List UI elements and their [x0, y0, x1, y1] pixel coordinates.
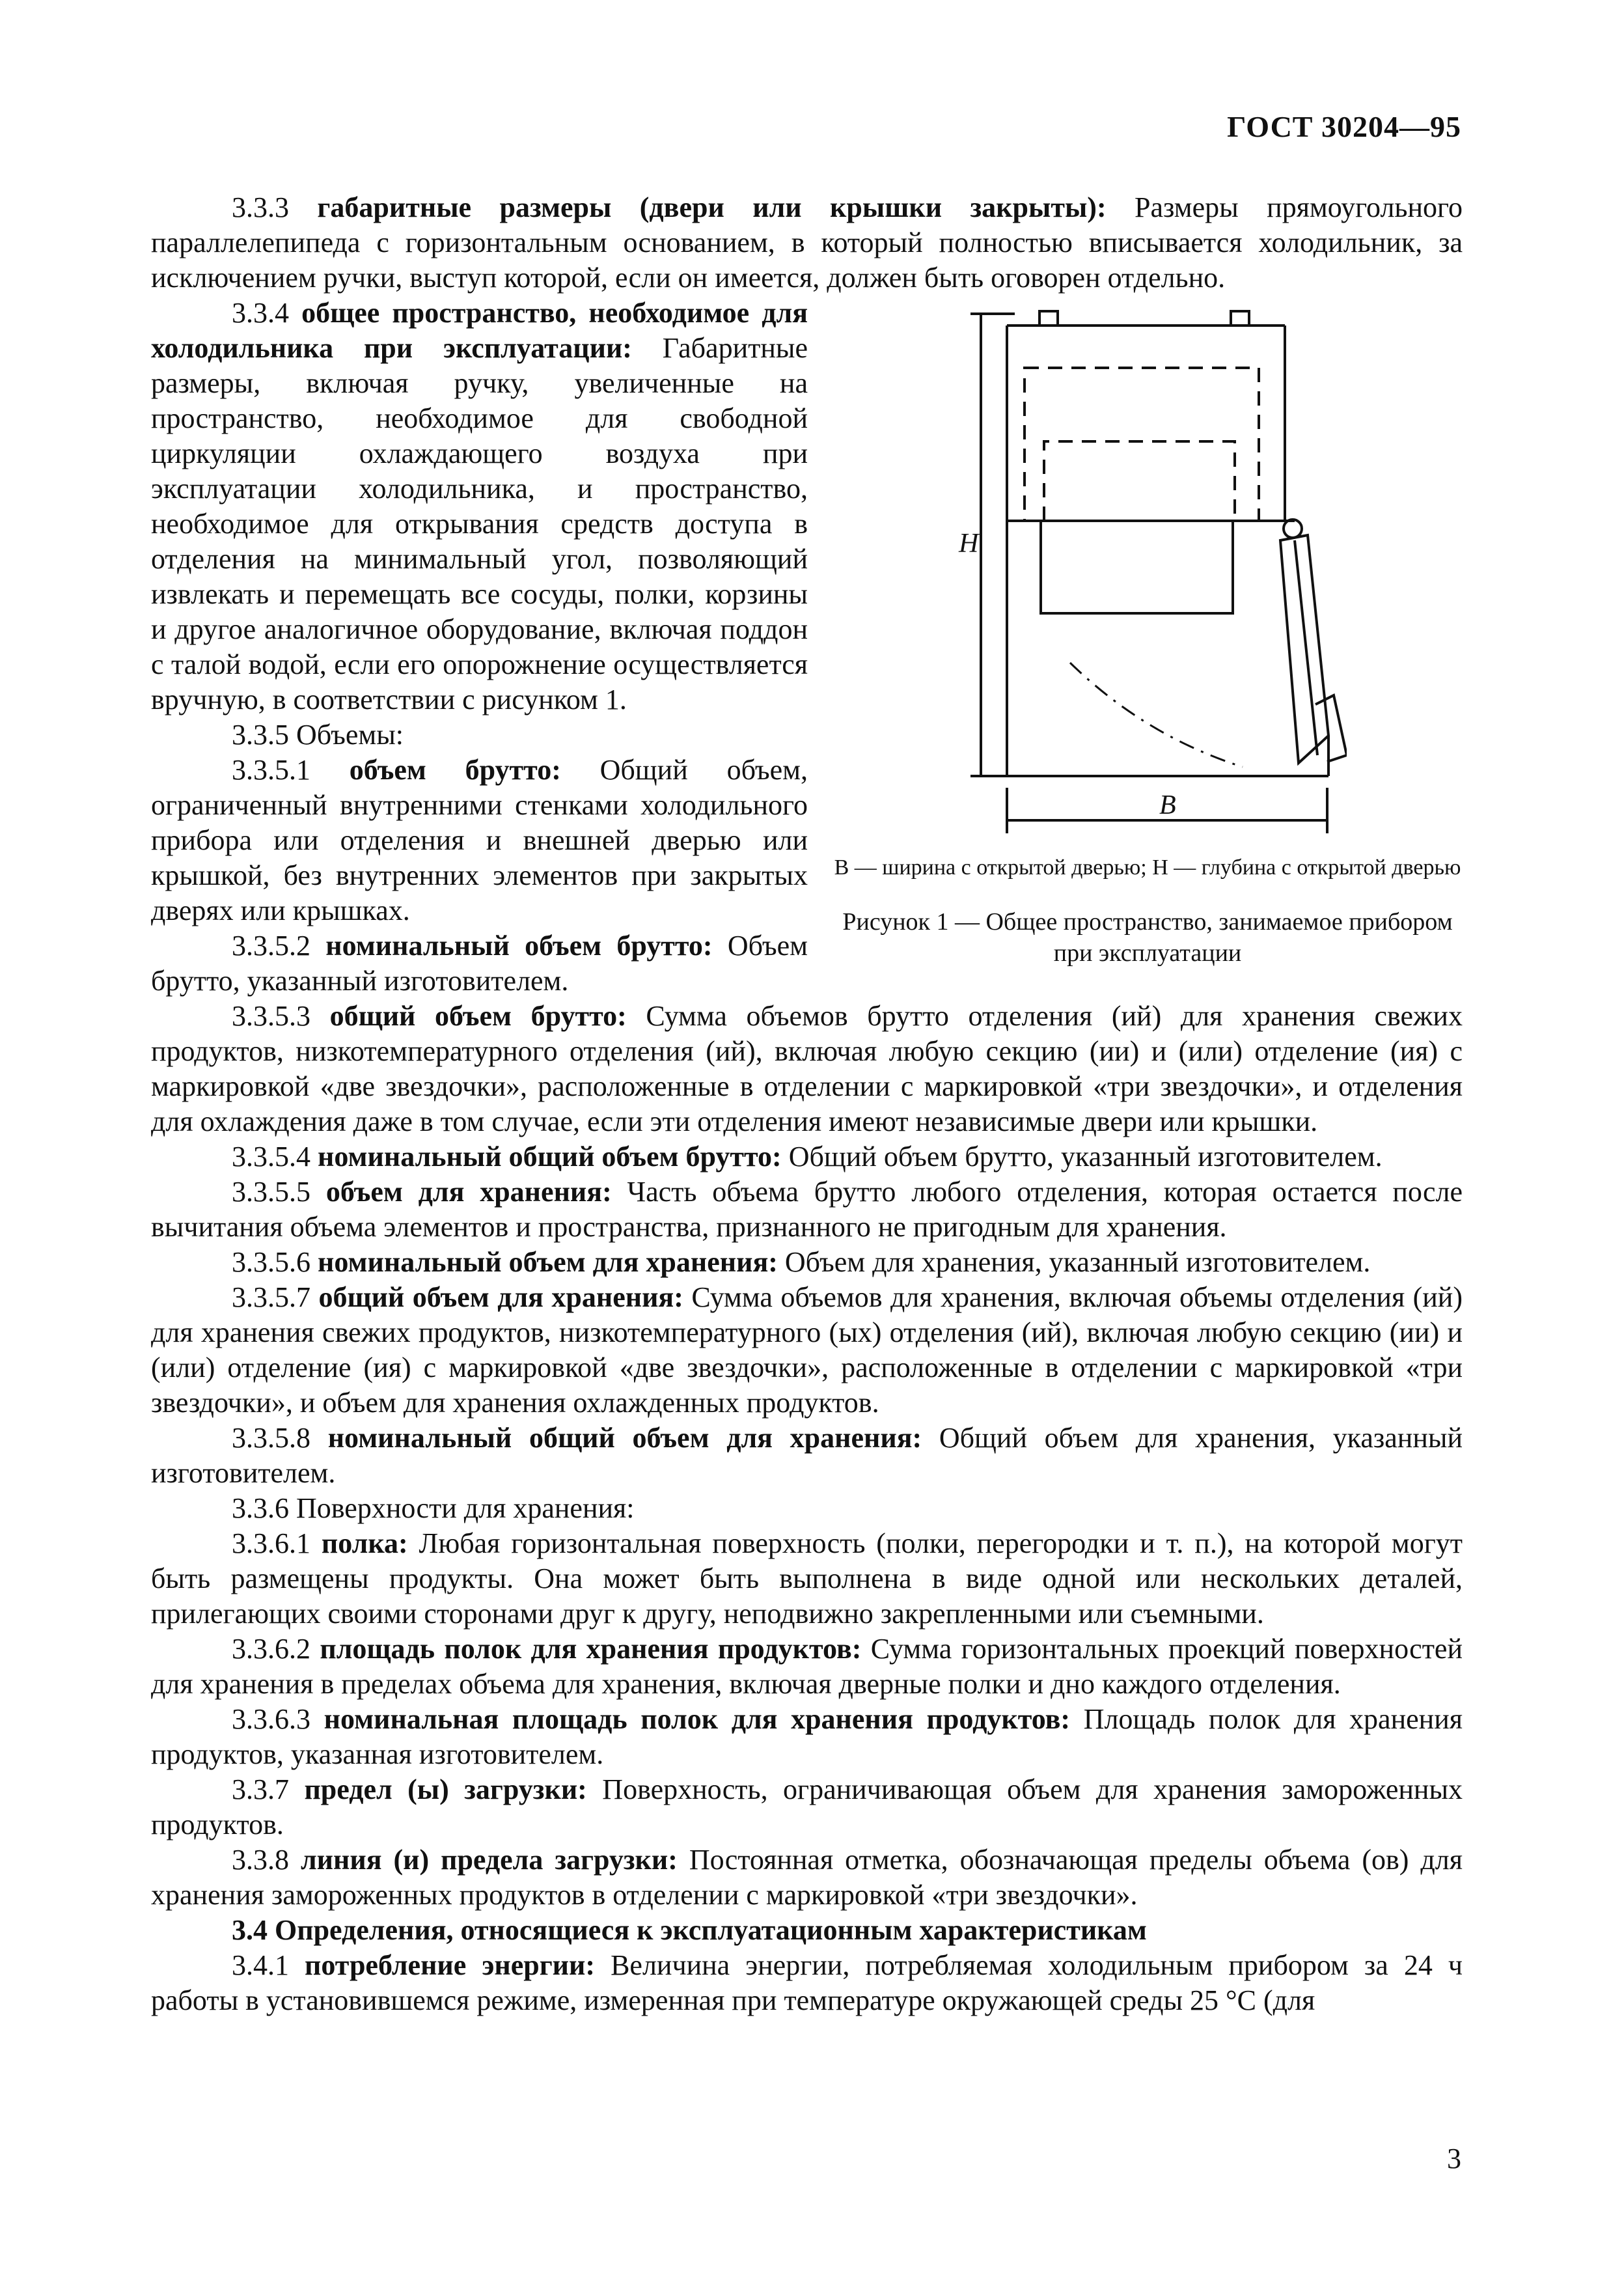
clause-number: 3.3.3	[232, 191, 289, 223]
definition-text: Постоянная отметка, обозначающая пределы объема (ов) для хранения замороженных продуктов в отделении с маркировкой «три звездочки».	[151, 1844, 1463, 1911]
paragraph-3-3-8	[151, 1842, 1463, 1913]
label-H: H	[959, 529, 979, 559]
paragraph-3-3-5-8	[151, 1421, 1463, 1491]
clause-number: 3.3.6.3	[232, 1703, 310, 1735]
term: номинальная площадь полок для хранения продуктов:	[323, 1703, 1071, 1735]
clause-number: 3.3.5	[232, 719, 289, 751]
paragraph-3-3-6-1	[151, 1526, 1463, 1631]
clause-number: 3.3.4	[232, 297, 289, 329]
definition-text: Общий объем для хранения, указанный изготовителем.	[151, 1422, 1463, 1489]
clause-number: 3.3.5.5	[232, 1176, 310, 1208]
term: полка:	[321, 1527, 408, 1559]
term: общий объем брутто:	[329, 1000, 627, 1032]
definition-text: Сумма объемов брутто отделения (ий) для хранения свежих продуктов, низкотемпературного отделения (ий), включая любую секцию (ии) и (или) отделение (ия) с маркировкой «две звездочки», расположенные в отделении с маркировкой «три звездочки», и отделения для охлаждения даже в том случае, если эти отделения имеют независимые двери или крышки.	[151, 1000, 1463, 1137]
term: предел (ы) загрузки:	[304, 1773, 587, 1805]
term: номинальный общий объем для хранения:	[327, 1422, 922, 1454]
clause-number: 3.3.5.6	[232, 1246, 310, 1278]
clause-number: 3.3.5.1	[232, 754, 310, 786]
definition-text: Поверхности для хранения:	[296, 1492, 635, 1524]
term: общее пространство, необходимое для холодильника при эксплуатации:	[151, 297, 808, 364]
definition-text: Сумма объемов для хранения, включая объемы отделения (ий) для хранения свежих продуктов, низкотемпературного (ых) отделения (ий), включая любую секцию (ии) и (или) отделение (ия) с маркировкой «две звездочки», расположенные в отделении с маркировкой «три звездочки», и объем для хранения охлажденных продуктов.	[151, 1281, 1463, 1419]
term: объем брутто:	[349, 754, 561, 786]
term: потребление энергии:	[305, 1949, 596, 1981]
clause-number: 3.3.5.2	[232, 930, 310, 962]
definition-text: Объемы:	[296, 719, 404, 751]
definition-text: Величина энергии, потребляемая холодильным прибором за 24 ч работы в установившемся режиме, измеренная при температуре окружающей среды 25 °С (для	[151, 1949, 1463, 2016]
paragraph-3-3-5-7	[151, 1280, 1463, 1421]
definition-text: Сумма горизонтальных проекций поверхностей для хранения в пределах объема для хранения, включая дверные полки и дно каждого отделения.	[151, 1633, 1463, 1700]
term: площадь полок для хранения продуктов:	[320, 1633, 862, 1665]
page-number: 3	[1447, 2143, 1461, 2174]
clause-number: 3.3.5.4	[232, 1141, 310, 1173]
clause-number: 3.3.6.1	[232, 1527, 310, 1559]
clause-number: 3.3.5.3	[232, 1000, 310, 1032]
definition-text: Размеры прямоугольного параллелепипеда с горизонтальным основанием, в который полностью вписывается холодильник, за исключением ручки, выступ которой, если он имеется, должен быть оговорен отдельно.	[151, 191, 1463, 294]
paragraph-3-3-5-4	[151, 1139, 1463, 1174]
definition-text: Любая горизонтальная поверхность (полки, перегородки и т. п.), на которой могут быть размещены продукты. Она может быть выполнена в виде одной или нескольких деталей, прилегающих своими сторонами друг к другу, неподвижно закрепленными или съемными.	[151, 1527, 1463, 1630]
clause-number: 3.3.7	[232, 1773, 289, 1805]
paragraph-3-3-5-6	[151, 1245, 1463, 1280]
section-heading-3-4: 3.4 Определения, относящиеся к эксплуатационным характеристикам	[232, 1914, 1147, 1946]
definition-text: Объем для хранения, указанный изготовителем.	[784, 1246, 1371, 1278]
definition-text: Объем брутто, указанный изготовителем.	[151, 930, 808, 997]
paragraph-3-4-1	[151, 1948, 1463, 2018]
clause-number: 3.3.8	[232, 1844, 289, 1876]
clause-number: 3.3.6.2	[232, 1633, 310, 1665]
paragraph-3-3-6	[151, 1491, 1463, 1526]
figure-legend: B — ширина с открытой дверью; H — глубина с открытой дверью	[834, 855, 1461, 880]
term: номинальный объем для хранения:	[318, 1246, 778, 1278]
paragraph-3-3-6-2	[151, 1631, 1463, 1702]
definition-text: Поверхность, ограничивающая объем для хранения замороженных продуктов.	[151, 1773, 1463, 1840]
term: номинальный общий объем брутто:	[318, 1141, 782, 1173]
definition-text: Габаритные размеры, включая ручку, увеличенные на пространство, необходимое для свободной циркуляции охлаждающего воздуха при эксплуатации холодильника, и пространство, необходимое для открывания средств доступа в отделения на минимальный угол, позволяющий извлекать и перемещать все сосуды, полки, корзины и другое аналогичное оборудование, включая поддон с талой водой, если его опорожнение осуществляется вручную, в соответствии с рисунком 1.	[151, 332, 808, 715]
term: линия (и) предела загрузки:	[300, 1844, 678, 1876]
definition-text: Общий объем брутто, указанный изготовителем.	[788, 1141, 1383, 1173]
clause-number: 3.3.5.8	[232, 1422, 310, 1454]
figure-1	[833, 306, 1463, 969]
clause-number: 3.3.6	[232, 1492, 289, 1524]
definition-text: Часть объема брутто любого отделения, которая остается после вычитания объема элементов и пространства, признанного не пригодным для хранения.	[151, 1176, 1463, 1243]
paragraph-3-3-5-5	[151, 1174, 1463, 1245]
paragraph-3-3-6-3	[151, 1702, 1463, 1772]
figure-caption: Рисунок 1 — Общее пространство, занимаемое прибором при эксплуатации	[842, 908, 1453, 967]
clause-number: 3.4.1	[232, 1949, 289, 1981]
document-code-header: ГОСТ 30204—95	[1227, 110, 1461, 143]
definition-text: Общий объем, ограниченный внутренними стенками холодильного прибора или отделения и внешней дверью или крышкой, без внутренних элементов при закрытых дверях или крышках.	[151, 754, 808, 926]
definition-text: Площадь полок для хранения продуктов, указанная изготовителем.	[151, 1703, 1463, 1770]
paragraph-3-3-7	[151, 1772, 1463, 1842]
paragraph-3-3-3	[151, 190, 1463, 296]
term: объем для хранения:	[325, 1176, 612, 1208]
document-body	[151, 190, 1463, 2018]
term: номинальный объем брутто:	[325, 930, 713, 962]
paragraph-3-3-5-3	[151, 999, 1463, 1139]
label-B: B	[1159, 790, 1176, 820]
term: общий объем для хранения:	[318, 1281, 683, 1313]
clause-number: 3.3.5.7	[232, 1281, 310, 1313]
term: габаритные размеры (двери или крышки закрыты):	[317, 191, 1107, 223]
refrigerator-space-diagram	[930, 306, 1347, 840]
